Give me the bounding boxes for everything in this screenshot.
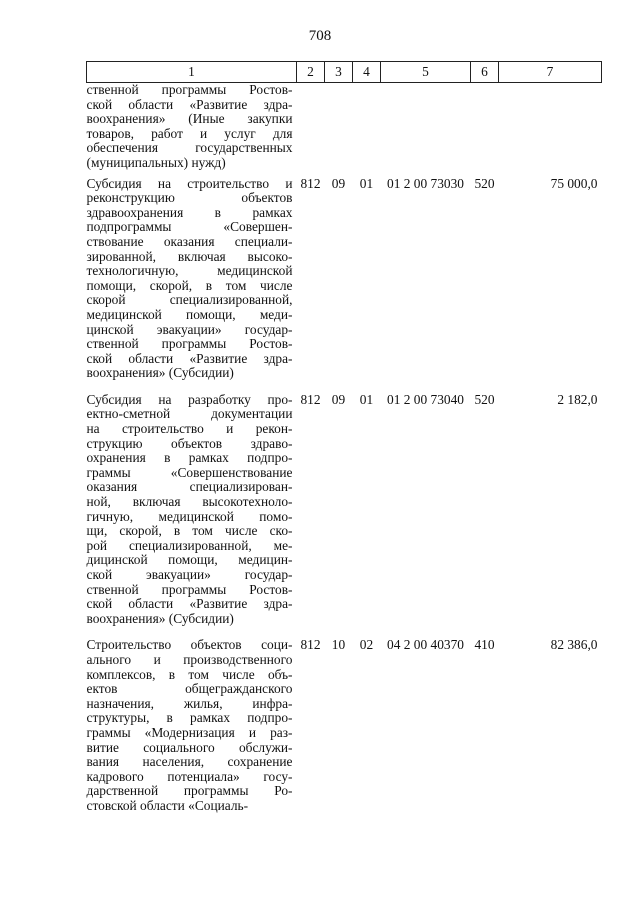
- subsection-code: 01: [359, 391, 374, 407]
- target-article-code: 01 2 00 73030: [387, 175, 464, 191]
- header-col-3: 3: [325, 62, 353, 83]
- table-row: [87, 171, 602, 387]
- description-line: ственной программы Ростов-: [86, 82, 293, 97]
- description-line: оказания специализирован-: [86, 479, 293, 495]
- description-line: граммы «Совершенствование: [86, 464, 293, 480]
- expense-type-code: 520: [474, 175, 495, 191]
- description-line: ской области «Развитие здра-: [86, 96, 293, 112]
- header-col-7: 7: [499, 62, 602, 83]
- description-line: Субсидия на разработку про-: [86, 391, 293, 407]
- header-row: [87, 62, 602, 83]
- target-article-code: [381, 83, 471, 171]
- header-col-1: 1: [87, 62, 297, 83]
- description-line: технологичную, медицинской: [86, 263, 293, 279]
- expense-type-code: [471, 83, 499, 171]
- expense-type-code: 410: [474, 637, 495, 653]
- subsection-code: [353, 83, 381, 171]
- ministry-code: 812: [300, 637, 321, 653]
- section-code: [325, 83, 353, 171]
- row-description: [87, 387, 297, 633]
- description-line: струкцию объектов здраво-: [86, 435, 293, 451]
- description-line: кадрового потенциала» госу-: [86, 768, 293, 784]
- description-line: назначения, жилья, инфра-: [86, 695, 293, 711]
- description-line: цинской эвакуации» государ-: [86, 321, 293, 337]
- header-col-2: 2: [297, 62, 325, 83]
- description-line: рой специализированной, ме-: [86, 537, 293, 553]
- target-article-code: 01 2 00 73040: [387, 391, 464, 407]
- table-body: [87, 83, 602, 820]
- description-line: ской эвакуации» государ-: [86, 567, 293, 582]
- description-line: (муниципальных) нужд): [86, 154, 226, 170]
- description-line: охранения в рамках подпро-: [86, 450, 293, 466]
- description-line: ственной программы Ростов-: [86, 336, 293, 352]
- description-line: на строительство и рекон-: [86, 421, 293, 437]
- description-line: Субсидия на строительство и: [86, 175, 293, 191]
- description-line: товаров, работ и услуг для: [86, 125, 293, 141]
- description-line: щи, скорой, в том числе ско-: [86, 523, 293, 539]
- description-line: зированной, включая высоко-: [86, 248, 293, 264]
- description-line: реконструкцию объектов: [86, 190, 293, 206]
- description-line: ской области «Развитие здра-: [86, 596, 293, 612]
- table-row: [87, 83, 602, 171]
- description-line: вания населения, сохранение: [86, 754, 293, 770]
- expense-type-code: 520: [474, 391, 495, 407]
- description-line: гичную, медицинской помо-: [86, 508, 293, 524]
- target-article-code: 04 2 00 40370: [387, 637, 464, 653]
- description-line: структуры, в рамках подпро-: [86, 710, 293, 726]
- budget-table: [86, 61, 602, 820]
- description-line: комплексов, в том числе объ-: [86, 666, 293, 682]
- description-line: ектно-сметной документации: [86, 406, 293, 422]
- ministry-code: 812: [300, 391, 321, 407]
- row-description: [87, 632, 297, 819]
- row-description: [87, 171, 297, 387]
- amount: 75 000,0: [550, 175, 598, 191]
- description-line: обеспечения государственных: [86, 140, 293, 156]
- amount: 82 386,0: [550, 637, 598, 653]
- description-line: дарственной программы Ро-: [86, 783, 293, 799]
- description-line: воохранения» (Иные закупки: [86, 111, 293, 127]
- description-line: ектов общегражданского: [86, 681, 293, 697]
- amount: [499, 83, 602, 171]
- description-line: ального и производственного: [86, 651, 293, 667]
- header-col-4: 4: [353, 62, 381, 83]
- description-line: граммы «Модернизация и раз-: [86, 724, 293, 740]
- subsection-code: 01: [359, 175, 374, 191]
- row-description: [87, 83, 297, 171]
- ministry-code: 812: [300, 175, 321, 191]
- description-line: подпрограммы «Совершен-: [86, 219, 293, 235]
- description-line: скорой специализированной,: [86, 292, 293, 308]
- section-code: 09: [331, 175, 346, 191]
- header-col-5: 5: [381, 62, 471, 83]
- table-row: [87, 387, 602, 633]
- page-number: 708: [308, 28, 332, 44]
- description-line: воохранения» (Субсидии): [86, 365, 234, 381]
- description-line: стовской области «Социаль-: [86, 797, 249, 813]
- section-code: 09: [331, 391, 346, 407]
- description-line: воохранения» (Субсидии): [86, 610, 234, 626]
- table-row: [87, 632, 602, 819]
- description-line: витие социального обслужи-: [86, 739, 293, 755]
- description-line: ствование оказания специали-: [86, 233, 293, 249]
- section-code: 10: [331, 637, 346, 653]
- description-line: ской области «Развитие здра-: [86, 350, 293, 366]
- subsection-code: 02: [359, 637, 374, 653]
- description-line: ной, включая высокотехноло-: [86, 494, 293, 510]
- description-line: медицинской помощи, меди-: [86, 306, 293, 322]
- amount: 2 182,0: [557, 391, 598, 407]
- description-line: ственной программы Ростов-: [86, 581, 293, 597]
- description-line: здравоохранения в рамках: [86, 204, 293, 220]
- ministry-code: [297, 83, 325, 171]
- description-line: Строительство объектов соци-: [86, 637, 293, 653]
- header-col-6: 6: [471, 62, 499, 83]
- description-line: дицинской помощи, медицин-: [86, 552, 293, 568]
- description-line: помощи, скорой, в том числе: [86, 277, 293, 293]
